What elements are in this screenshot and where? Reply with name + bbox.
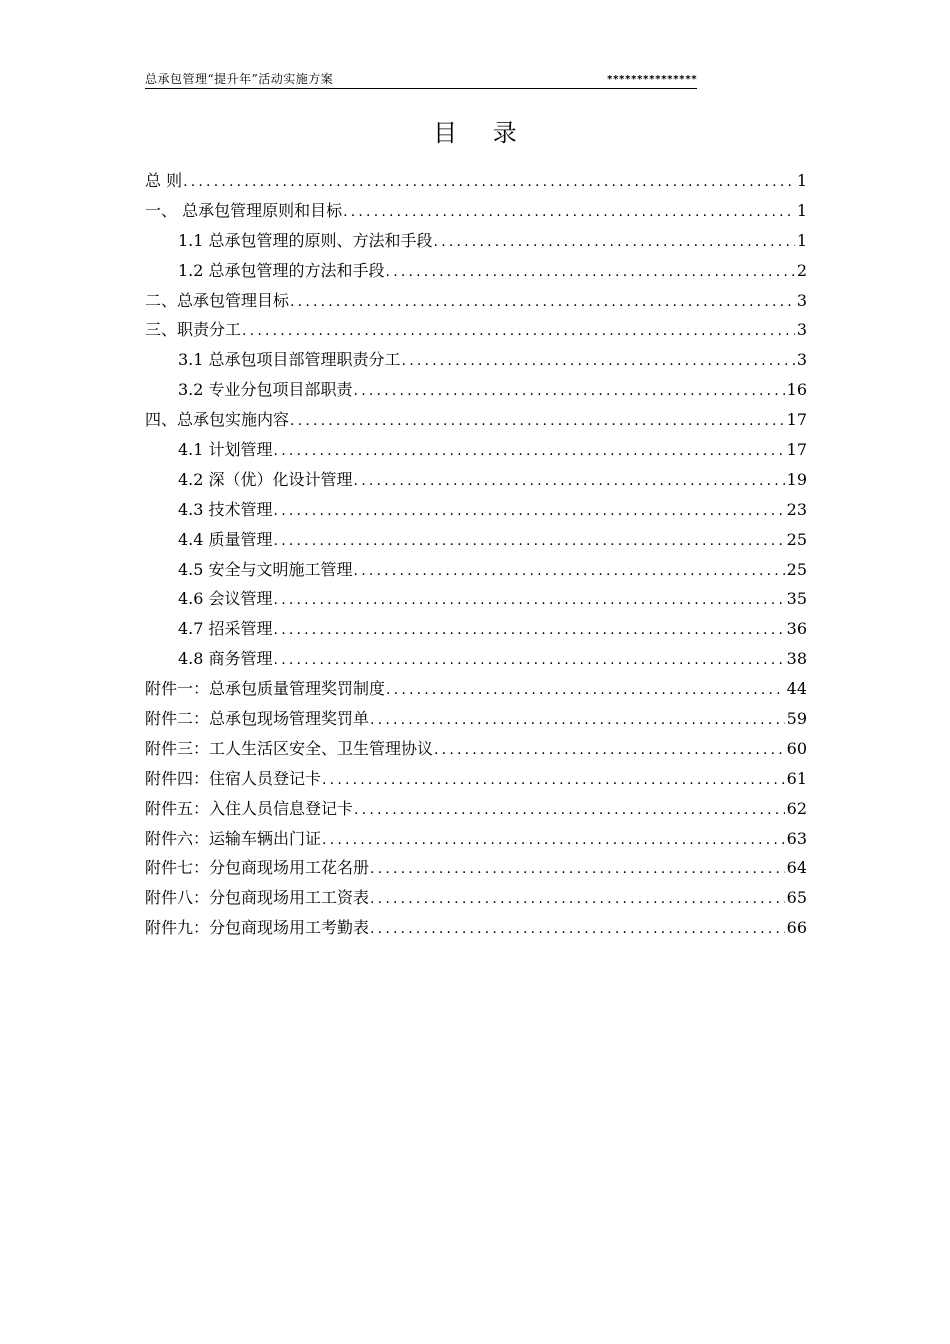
toc-dot-leader (353, 557, 785, 587)
toc-entry-label: 附件二：总承包现场管理奖罚单 (145, 709, 370, 729)
toc-dot-leader (321, 766, 785, 796)
toc-dot-leader (401, 347, 795, 377)
toc-entry-label: 一、 总承包管理原则和目标 (145, 200, 343, 220)
toc-entry-label: 总 则 (145, 171, 183, 190)
header-document-title: 总承包管理“提升年”活动实施方案 (145, 72, 334, 86)
toc-entry[interactable] (145, 764, 807, 794)
toc-entry[interactable] (145, 465, 807, 495)
toc-entry-label: 附件六：运输车辆出门证 (145, 828, 322, 848)
toc-entry[interactable] (145, 555, 807, 585)
toc-entry[interactable] (145, 794, 807, 824)
toc-entry-label: 附件三：工人生活区安全、卫生管理协议 (145, 738, 434, 758)
toc-entry[interactable] (145, 734, 807, 764)
toc-dot-leader (369, 855, 785, 885)
toc-entry-page-number: 61 (786, 768, 807, 788)
toc-dot-leader (289, 407, 785, 437)
toc-entry-label: 附件五：入住人员信息登记卡 (145, 798, 354, 818)
toc-entry-page-number: 44 (786, 679, 807, 699)
toc-entry[interactable] (145, 375, 807, 405)
toc-entry-label: 4.8 商务管理 (178, 649, 273, 669)
table-of-contents (145, 166, 807, 943)
toc-dot-leader (273, 527, 785, 557)
toc-entry[interactable] (145, 614, 807, 644)
toc-entry-label: 附件九：分包商现场用工考勤表 (145, 918, 370, 938)
toc-entry-label: 附件一：总承包质量管理奖罚制度 (145, 679, 386, 699)
toc-entry-page-number: 17 (786, 410, 807, 430)
toc-entry-label: 4.4 质量管理 (178, 529, 273, 549)
toc-dot-leader (369, 915, 785, 945)
toc-entry[interactable] (145, 315, 807, 345)
toc-dot-leader (273, 586, 785, 616)
toc-entry[interactable] (145, 495, 807, 525)
toc-entry-label: 4.1 计划管理 (178, 440, 273, 460)
toc-entry-page-number: 62 (786, 798, 807, 818)
toc-entry-label: 1.1 总承包管理的原则、方法和手段 (178, 230, 433, 250)
toc-entry-label: 三、职责分工 (145, 320, 242, 340)
toc-entry-label: 附件七：分包商现场用工花名册 (145, 858, 370, 878)
toc-entry[interactable] (145, 883, 807, 913)
toc-title: 目 录 (433, 119, 531, 147)
toc-entry[interactable] (145, 525, 807, 555)
toc-entry[interactable] (145, 704, 807, 734)
toc-dot-leader (289, 288, 795, 318)
toc-entry-label: 附件四：住宿人员登记卡 (145, 768, 322, 788)
toc-dot-leader (385, 676, 785, 706)
toc-dot-leader (369, 706, 785, 736)
toc-entry-page-number: 1 (796, 200, 807, 220)
toc-entry-label: 4.7 招采管理 (178, 619, 273, 639)
toc-entry-label: 4.6 会议管理 (178, 589, 273, 609)
toc-entry-page-number: 1 (796, 230, 807, 250)
toc-dot-leader (342, 198, 795, 228)
toc-entry-page-number: 2 (796, 260, 807, 280)
toc-entry-label: 1.2 总承包管理的方法和手段 (178, 260, 385, 280)
toc-entry[interactable] (145, 584, 807, 614)
toc-entry[interactable] (145, 256, 807, 286)
toc-entry-page-number: 25 (786, 559, 807, 579)
toc-dot-leader (369, 885, 785, 915)
toc-entry[interactable] (145, 824, 807, 854)
toc-dot-leader (353, 377, 785, 407)
toc-entry[interactable] (145, 674, 807, 704)
toc-entry-page-number: 36 (786, 619, 807, 639)
toc-entry[interactable] (145, 913, 807, 943)
toc-entry-label: 四、总承包实施内容 (145, 410, 290, 430)
toc-entry-label: 4.2 深（优）化设计管理 (178, 469, 353, 489)
toc-entry-page-number: 63 (786, 828, 807, 848)
toc-dot-leader (273, 497, 785, 527)
toc-entry-page-number: 59 (786, 709, 807, 729)
toc-entry-label: 4.5 安全与文明施工管理 (178, 559, 353, 579)
toc-entry-page-number: 3 (796, 290, 807, 310)
toc-entry[interactable] (145, 435, 807, 465)
toc-entry[interactable] (145, 196, 807, 226)
toc-entry-page-number: 1 (796, 171, 807, 190)
toc-entry-label: 附件八：分包商现场用工工资表 (145, 888, 370, 908)
toc-entry[interactable] (145, 345, 807, 375)
toc-entry-page-number: 38 (786, 649, 807, 669)
toc-entry[interactable] (145, 166, 807, 196)
toc-dot-leader (273, 646, 785, 676)
toc-entry-page-number: 64 (786, 858, 807, 878)
toc-entry-page-number: 60 (786, 738, 807, 758)
toc-entry-page-number: 23 (786, 499, 807, 519)
toc-dot-leader (273, 616, 785, 646)
toc-dot-leader (433, 736, 785, 766)
toc-entry-page-number: 19 (786, 469, 807, 489)
toc-entry[interactable] (145, 644, 807, 674)
toc-entry-page-number: 3 (796, 350, 807, 370)
toc-entry-page-number: 17 (786, 440, 807, 460)
toc-dot-leader (273, 437, 785, 467)
toc-entry-label: 3.1 总承包项目部管理职责分工 (178, 350, 401, 370)
toc-entry[interactable] (145, 286, 807, 316)
toc-entry-page-number: 3 (796, 320, 807, 340)
toc-dot-leader (321, 826, 785, 856)
toc-entry-label: 二、总承包管理目标 (145, 290, 290, 310)
toc-dot-leader (241, 317, 795, 347)
toc-dot-leader (182, 168, 795, 198)
header-masked-text: *************** (606, 74, 697, 85)
toc-entry-page-number: 35 (786, 589, 807, 609)
page-header (145, 72, 697, 89)
toc-entry[interactable] (145, 226, 807, 256)
toc-dot-leader (385, 258, 795, 288)
toc-entry-label: 4.3 技术管理 (178, 499, 273, 519)
toc-entry-page-number: 16 (786, 380, 807, 400)
toc-entry-page-number: 66 (786, 918, 807, 938)
toc-entry[interactable] (145, 853, 807, 883)
toc-dot-leader (353, 467, 785, 497)
toc-entry[interactable] (145, 405, 807, 435)
toc-entry-page-number: 25 (786, 529, 807, 549)
toc-entry-page-number: 65 (786, 888, 807, 908)
toc-dot-leader (433, 228, 795, 258)
toc-entry-label: 3.2 专业分包项目部职责 (178, 380, 353, 400)
toc-dot-leader (353, 796, 785, 826)
